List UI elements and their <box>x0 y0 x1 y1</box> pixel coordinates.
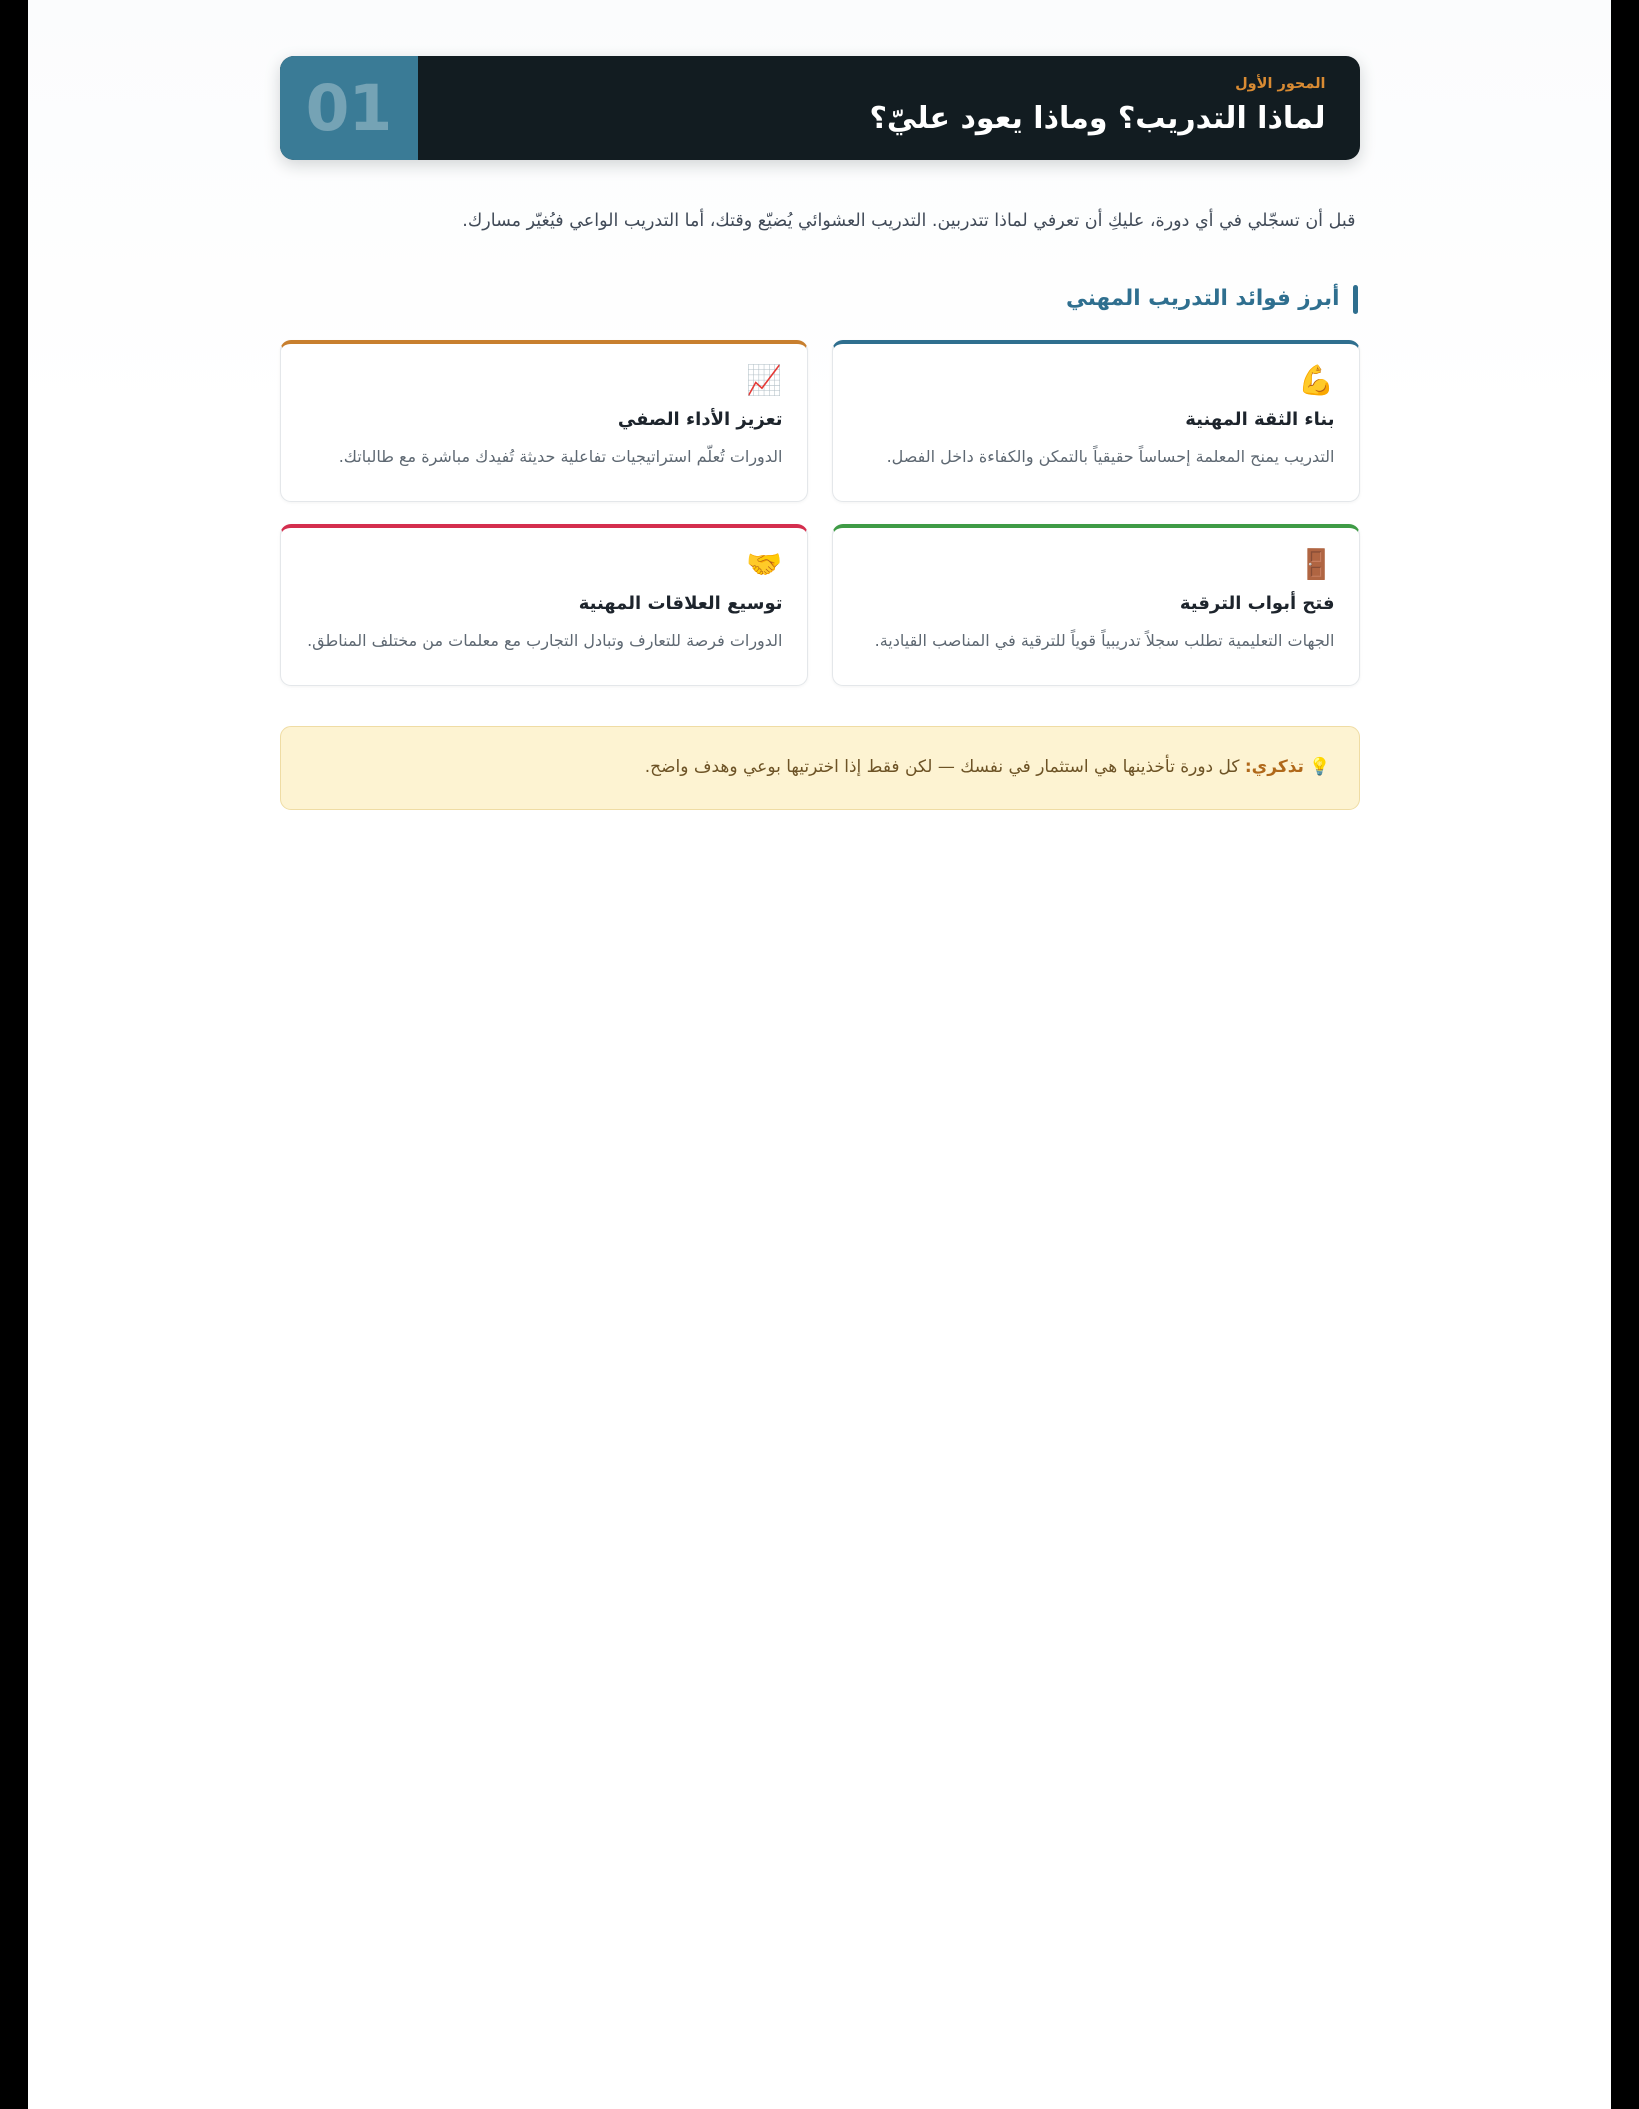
benefit-card-title: فتح أبواب الترقية <box>1179 593 1335 615</box>
axis-header-banner <box>280 56 1360 160</box>
door-icon: 🚪 <box>1298 547 1335 582</box>
benefit-card <box>280 524 808 686</box>
benefit-card-title: توسيع العلاقات المهنية <box>578 593 783 615</box>
chart-increasing-icon: 📈 <box>746 363 783 398</box>
axis-title: لماذا التدريب؟ وماذا يعود عليّ؟ <box>869 100 1326 136</box>
reminder-label: تذكري: <box>1244 757 1304 778</box>
axis-number-badge <box>280 56 418 160</box>
benefit-card-title: تعزيز الأداء الصفي <box>617 409 783 431</box>
axis-eyebrow-label: المحور الأول <box>1235 75 1326 92</box>
document-content <box>280 0 1360 810</box>
benefit-cards-grid <box>280 340 1360 686</box>
benefit-card-description: الجهات التعليمية تطلب سجلاً تدريبياً قوياً للترقية في المناصب القيادية. <box>874 631 1335 651</box>
axis-header-text <box>418 56 1360 160</box>
reminder-callout <box>280 726 1360 810</box>
page-sheet <box>28 0 1611 2109</box>
benefit-card <box>832 340 1360 502</box>
benefit-card <box>832 524 1360 686</box>
intro-paragraph: قبل أن تسجّلي في أي دورة، عليكِ أن تعرفي لماذا تتدربين. التدريب العشوائي يُضيّع وقتك، أما التدريب الواعي فيُغيّر مسارك. <box>462 211 1356 231</box>
benefit-card-description: الدورات تُعلّم استراتيجيات تفاعلية حديثة تُفيدك مباشرة مع طالباتك. <box>338 447 783 467</box>
section-heading-text: أبرز فوائد التدريب المهني <box>1066 286 1340 312</box>
benefit-card <box>280 340 808 502</box>
benefit-card-title: بناء الثقة المهنية <box>1185 409 1335 431</box>
reminder-text: كل دورة تأخذينها هي استثمار في نفسك — لكن فقط إذا اخترتيها بوعي وهدف واضح. <box>644 757 1240 778</box>
section-heading <box>280 284 1360 314</box>
handshake-icon: 🤝 <box>746 547 783 582</box>
light-bulb-icon: 💡 <box>1309 757 1331 778</box>
flexed-biceps-icon: 💪 <box>1298 363 1335 398</box>
benefit-card-description: الدورات فرصة للتعارف وتبادل التجارب مع معلمات من مختلف المناطق. <box>307 631 783 651</box>
axis-badge-number: 01 <box>305 71 392 145</box>
section-accent-bar <box>1353 285 1358 314</box>
page-inner <box>28 0 1611 2109</box>
benefit-card-description: التدريب يمنح المعلمة إحساساً حقيقياً بالتمكن والكفاءة داخل الفصل. <box>886 447 1335 467</box>
